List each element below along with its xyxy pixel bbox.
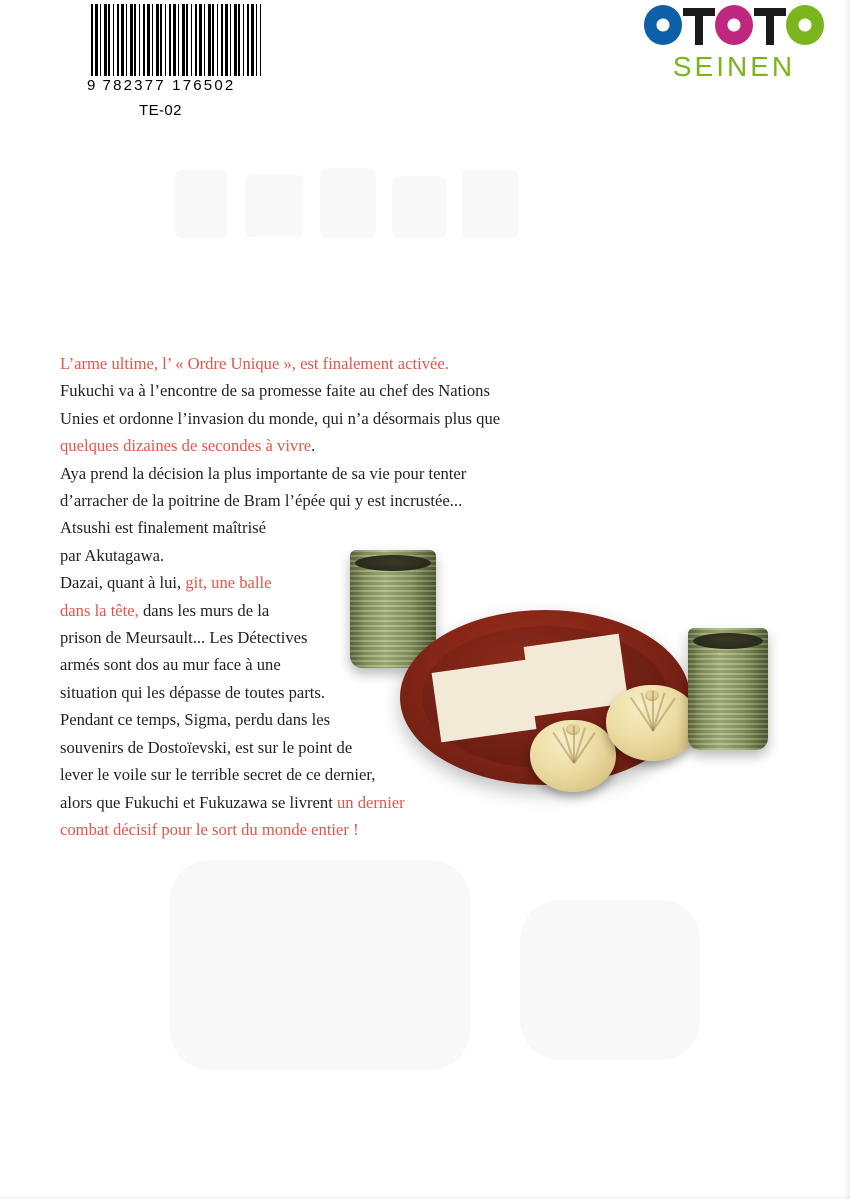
tea-surface xyxy=(693,633,763,649)
blurb-text: situation qui les dépasse de toutes parts. xyxy=(60,682,325,702)
blurb-line xyxy=(60,405,580,432)
blurb-line xyxy=(60,514,580,541)
barcode-bars xyxy=(91,4,261,76)
blurb-text: d’arracher de la poitrine de Bram l’épée qui y est incrustée... xyxy=(60,491,463,511)
blurb-text: souvenirs de Dostoïevski, est sur le point de xyxy=(60,737,353,757)
barcode-code-label: TE-02 xyxy=(139,102,182,119)
blurb-text: par Akutagawa. xyxy=(60,545,165,565)
blurb-line xyxy=(60,460,580,487)
ghost-shape xyxy=(175,170,227,238)
blurb-text-highlight: L’arme ultime, l’ « Ordre Unique », est finalement activée. xyxy=(60,354,449,373)
blurb-text: armés sont dos au mur face à une xyxy=(60,655,281,675)
back-cover-blurb xyxy=(60,350,580,843)
blurb-line xyxy=(60,651,580,678)
logo-circle-magenta-icon xyxy=(715,5,753,45)
blurb-line xyxy=(60,569,580,596)
publisher-logo xyxy=(644,2,824,83)
barcode-number xyxy=(87,77,270,94)
logo-circle-blue-icon xyxy=(644,5,682,45)
blurb-text: Dazai, quant à lui, xyxy=(60,573,186,593)
blurb-text-highlight: git, une balle xyxy=(185,573,272,593)
scan-edge-right xyxy=(844,0,850,1199)
blurb-line xyxy=(60,350,580,377)
blurb-text: . xyxy=(311,436,316,456)
teacup-right xyxy=(688,628,768,750)
blurb-line xyxy=(60,624,580,651)
blurb-text: lever le voile sur le terrible secret de ce dernier, xyxy=(60,765,376,785)
blurb-text: Unies et ordonne l’invasion du monde, qui n’a désormais plus que xyxy=(60,408,501,428)
scan-edge-bottom xyxy=(0,1194,850,1199)
logo-circle-green-icon xyxy=(786,5,824,45)
tea-surface xyxy=(355,555,431,571)
barcode-lead-digit: 9 xyxy=(87,77,98,94)
blurb-line xyxy=(60,377,580,404)
blurb-text: Atsushi est finalement maîtrisé xyxy=(60,518,266,538)
blurb-line xyxy=(60,789,580,816)
publisher-name: SEINEN xyxy=(672,51,796,82)
blurb-line xyxy=(60,734,580,761)
blurb-line xyxy=(60,542,580,569)
blurb-text: alors que Fukuchi et Fukuzawa se livrent xyxy=(60,792,337,812)
steamed-bun xyxy=(606,685,698,761)
blurb-text: dans les murs de la xyxy=(138,600,270,620)
logo-t-dark-icon xyxy=(682,5,715,45)
blurb-text: Aya prend la décision la plus importante de sa vie pour tenter xyxy=(60,463,467,483)
blurb-text-highlight: un dernier xyxy=(336,792,405,812)
blurb-text: Fukuchi va à l’encontre de sa promesse faite au chef des Nations xyxy=(60,381,490,401)
ghost-shape xyxy=(320,168,376,238)
ghost-shape xyxy=(392,176,446,238)
blurb-text-highlight: quelques dizaines de secondes à vivre xyxy=(60,436,312,456)
blurb-line xyxy=(60,432,580,459)
blurb-line xyxy=(60,706,580,733)
ghost-shape xyxy=(170,860,470,1070)
blurb-line xyxy=(60,761,580,788)
barcode-digits-rest: 782377 176502 xyxy=(102,77,236,94)
barcode-block xyxy=(85,4,270,119)
blurb-line xyxy=(60,487,580,514)
blurb-line xyxy=(60,816,580,843)
logo-glyph-row xyxy=(644,2,824,48)
blurb-line xyxy=(60,597,580,624)
blurb-text-highlight: combat décisif pour le sort du monde entier ! xyxy=(60,819,359,839)
blurb-text: prison de Meursault... Les Détectives xyxy=(60,628,308,648)
ghost-shape xyxy=(245,175,303,237)
logo-t-dark-icon-2 xyxy=(753,5,786,45)
blurb-text: Pendant ce temps, Sigma, perdu dans les xyxy=(60,710,331,730)
ghost-shape xyxy=(462,170,518,238)
blurb-line xyxy=(60,679,580,706)
ghost-shape xyxy=(520,900,700,1060)
blurb-text-highlight: dans la tête, xyxy=(60,600,139,620)
